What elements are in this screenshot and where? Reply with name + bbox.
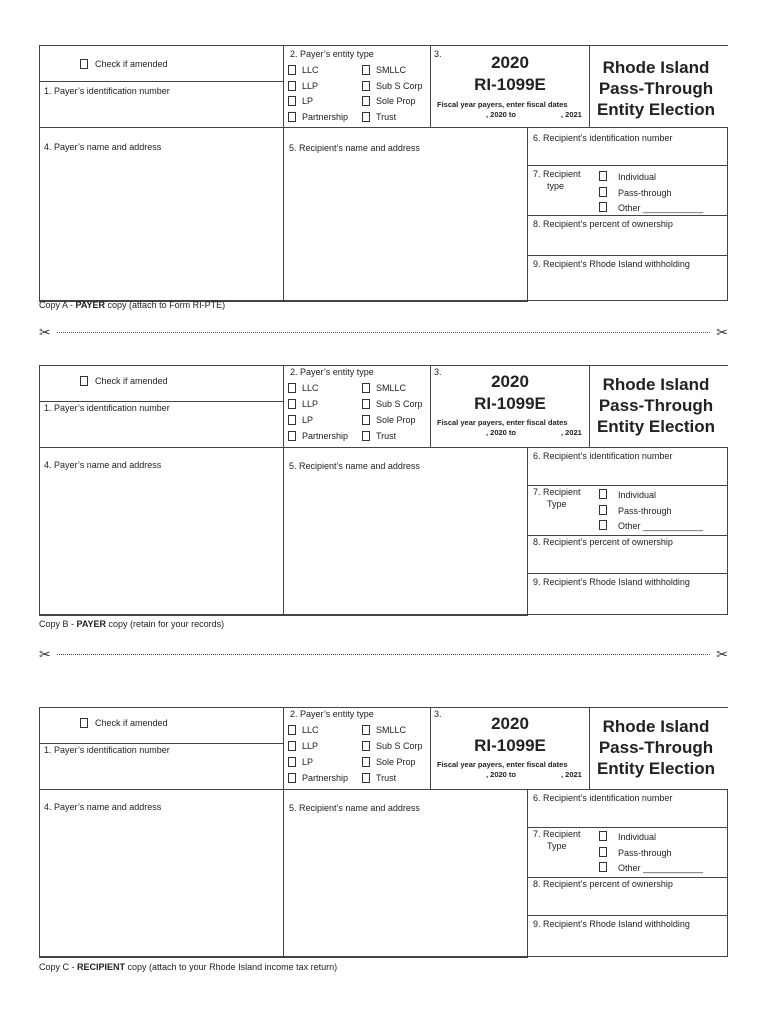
dotted-divider	[57, 332, 710, 333]
sub-s-corp-label: Sub S Corp	[376, 741, 423, 751]
recipient-id-label: 6. Recipient’s identification number	[533, 451, 673, 461]
partnership-checkbox[interactable]	[288, 112, 296, 122]
pass-through-label: Pass-through	[618, 848, 672, 858]
payer-id-label: 1. Payer’s identification number	[44, 403, 170, 413]
individual-label: Individual	[618, 490, 657, 500]
fiscal-end-label: , 2021	[561, 110, 582, 119]
fiscal-start-label: , 2020 to	[486, 770, 517, 779]
llc-checkbox[interactable]	[288, 65, 296, 75]
box3-label: 3.	[434, 709, 442, 719]
copy-suffix: copy (attach to Form RI-PTE)	[105, 300, 226, 310]
pass-through-checkbox[interactable]	[599, 505, 607, 515]
sub-s-corp-checkbox[interactable]	[362, 741, 370, 751]
amended-checkbox[interactable]	[80, 59, 88, 69]
individual-checkbox[interactable]	[599, 831, 607, 841]
scissors-icon: ✂	[39, 646, 51, 662]
lp-label: LP	[302, 757, 314, 767]
lp-label: LP	[302, 415, 314, 425]
entity-type-label: 2. Payer’s entity type	[290, 49, 374, 59]
recipient-name-label: 5. Recipient’s name and address	[289, 143, 420, 153]
withholding-label: 9. Recipient’s Rhode Island withholding	[533, 259, 690, 269]
recipient-type-label-2: type	[547, 181, 565, 191]
sole-prop-checkbox[interactable]	[362, 757, 370, 767]
llp-label: LLP	[302, 399, 319, 409]
lp-checkbox[interactable]	[288, 757, 296, 767]
recipient-name-label: 5. Recipient’s name and address	[289, 803, 420, 813]
payer-name-label: 4. Payer’s name and address	[44, 460, 162, 470]
form-number: RI-1099E	[474, 75, 546, 94]
recipient-name-label: 5. Recipient’s name and address	[289, 461, 420, 471]
llp-label: LLP	[302, 81, 319, 91]
trust-checkbox[interactable]	[362, 773, 370, 783]
ownership-label: 8. Recipient’s percent of ownership	[533, 219, 673, 229]
recipient-type-label: 7. Recipient	[533, 487, 581, 497]
recipient-type-label-2: Type	[547, 841, 567, 851]
sole-prop-label: Sole Prop	[376, 415, 416, 425]
sub-s-corp-label: Sub S Corp	[376, 399, 423, 409]
copy-prefix: Copy B -	[39, 619, 77, 629]
title-line-1: Rhode Island	[602, 717, 710, 736]
recipient-type-label: 7. Recipient	[533, 829, 581, 839]
copy-recipient: RECIPIENT	[77, 962, 126, 972]
sole-prop-checkbox[interactable]	[362, 96, 370, 106]
fiscal-end-label: , 2021	[561, 428, 582, 437]
fiscal-start-label: , 2020 to	[486, 110, 517, 119]
copy-a-caption	[39, 300, 225, 310]
trust-checkbox[interactable]	[362, 431, 370, 441]
cut-line	[39, 324, 728, 340]
llc-checkbox[interactable]	[288, 725, 296, 735]
llp-checkbox[interactable]	[288, 399, 296, 409]
form-copy-b	[39, 365, 728, 621]
copy-suffix: copy (attach to your Rhode Island income tax return)	[125, 962, 338, 972]
payer-id-label: 1. Payer’s identification number	[44, 745, 170, 755]
partnership-label: Partnership	[302, 431, 349, 441]
recipient-type-label-2: Type	[547, 499, 567, 509]
sub-s-corp-checkbox[interactable]	[362, 81, 370, 91]
smllc-checkbox[interactable]	[362, 65, 370, 75]
llc-label: LLC	[302, 725, 319, 735]
title-line-2: Pass-Through	[598, 79, 714, 98]
box3-label: 3.	[434, 49, 442, 59]
smllc-checkbox[interactable]	[362, 383, 370, 393]
smllc-checkbox[interactable]	[362, 725, 370, 735]
partnership-label: Partnership	[302, 112, 349, 122]
fiscal-year-label: Fiscal year payers, enter fiscal dates	[437, 760, 568, 769]
recipient-id-label: 6. Recipient’s identification number	[533, 793, 673, 803]
smllc-label: SMLLC	[376, 383, 407, 393]
smllc-label: SMLLC	[376, 725, 407, 735]
llp-checkbox[interactable]	[288, 741, 296, 751]
scissors-icon: ✂	[716, 324, 728, 340]
payer-name-label: 4. Payer’s name and address	[44, 802, 162, 812]
sole-prop-label: Sole Prop	[376, 96, 416, 106]
lp-checkbox[interactable]	[288, 415, 296, 425]
check-amended-label: Check if amended	[95, 59, 168, 69]
other-label: Other ____________	[618, 521, 704, 531]
withholding-label: 9. Recipient’s Rhode Island withholding	[533, 577, 690, 587]
title-line-2: Pass-Through	[598, 396, 714, 415]
copy-recipient: PAYER	[76, 619, 107, 629]
pass-through-label: Pass-through	[618, 188, 672, 198]
sub-s-corp-checkbox[interactable]	[362, 399, 370, 409]
lp-label: LP	[302, 96, 314, 106]
individual-label: Individual	[618, 832, 657, 842]
individual-label: Individual	[618, 172, 657, 182]
llc-checkbox[interactable]	[288, 383, 296, 393]
individual-checkbox[interactable]	[599, 489, 607, 499]
withholding-label: 9. Recipient’s Rhode Island withholding	[533, 919, 690, 929]
form-number: RI-1099E	[474, 394, 546, 413]
title-line-1: Rhode Island	[602, 375, 710, 394]
amended-checkbox[interactable]	[80, 376, 88, 386]
title-line-3: Entity Election	[596, 100, 716, 119]
payer-id-label: 1. Payer’s identification number	[44, 86, 170, 96]
tax-year: 2020	[491, 53, 529, 72]
partnership-label: Partnership	[302, 773, 349, 783]
dotted-divider	[57, 654, 710, 655]
fiscal-year-label: Fiscal year payers, enter fiscal dates	[437, 100, 568, 109]
llc-label: LLC	[302, 383, 319, 393]
other-checkbox[interactable]	[599, 862, 607, 872]
partnership-checkbox[interactable]	[288, 773, 296, 783]
copy-prefix: Copy A -	[39, 300, 76, 310]
entity-type-label: 2. Payer’s entity type	[290, 367, 374, 377]
llp-checkbox[interactable]	[288, 81, 296, 91]
scissors-icon: ✂	[39, 324, 51, 340]
ownership-label: 8. Recipient’s percent of ownership	[533, 537, 673, 547]
form-copy-c	[39, 707, 728, 963]
tax-year: 2020	[491, 372, 529, 391]
other-checkbox[interactable]	[599, 520, 607, 530]
other-label: Other ____________	[618, 203, 704, 213]
recipient-type-label: 7. Recipient	[533, 169, 581, 179]
pass-through-checkbox[interactable]	[599, 847, 607, 857]
cut-line	[39, 646, 728, 662]
box3-label: 3.	[434, 367, 442, 377]
llc-label: LLC	[302, 65, 319, 75]
copy-recipient: PAYER	[75, 300, 106, 310]
tax-year: 2020	[491, 714, 529, 733]
fiscal-end-label: , 2021	[561, 770, 582, 779]
scissors-icon: ✂	[716, 646, 728, 662]
sub-s-corp-label: Sub S Corp	[376, 81, 423, 91]
sole-prop-label: Sole Prop	[376, 757, 416, 767]
title-line-3: Entity Election	[596, 417, 716, 436]
fiscal-year-label: Fiscal year payers, enter fiscal dates	[437, 418, 568, 427]
copy-b-caption	[39, 619, 224, 629]
check-amended-label: Check if amended	[95, 376, 168, 386]
trust-checkbox[interactable]	[362, 112, 370, 122]
other-label: Other ____________	[618, 863, 704, 873]
copy-suffix: copy (retain for your records)	[106, 619, 225, 629]
partnership-checkbox[interactable]	[288, 431, 296, 441]
entity-type-label: 2. Payer’s entity type	[290, 709, 374, 719]
trust-label: Trust	[376, 773, 397, 783]
copy-prefix: Copy C -	[39, 962, 78, 972]
fiscal-start-label: , 2020 to	[486, 428, 517, 437]
form-number: RI-1099E	[474, 736, 546, 755]
pass-through-checkbox[interactable]	[599, 187, 607, 197]
ownership-label: 8. Recipient’s percent of ownership	[533, 879, 673, 889]
payer-name-label: 4. Payer’s name and address	[44, 142, 162, 152]
pass-through-label: Pass-through	[618, 506, 672, 516]
lp-checkbox[interactable]	[288, 96, 296, 106]
smllc-label: SMLLC	[376, 65, 407, 75]
trust-label: Trust	[376, 431, 397, 441]
trust-label: Trust	[376, 112, 397, 122]
title-line-2: Pass-Through	[598, 738, 714, 757]
recipient-id-label: 6. Recipient’s identification number	[533, 133, 673, 143]
sole-prop-checkbox[interactable]	[362, 415, 370, 425]
copy-c-caption	[39, 962, 337, 972]
other-checkbox[interactable]	[599, 202, 607, 212]
amended-checkbox[interactable]	[80, 718, 88, 728]
form-copy-a	[39, 45, 728, 301]
individual-checkbox[interactable]	[599, 171, 607, 181]
check-amended-label: Check if amended	[95, 718, 168, 728]
title-line-1: Rhode Island	[602, 58, 710, 77]
llp-label: LLP	[302, 741, 319, 751]
title-line-3: Entity Election	[596, 759, 716, 778]
